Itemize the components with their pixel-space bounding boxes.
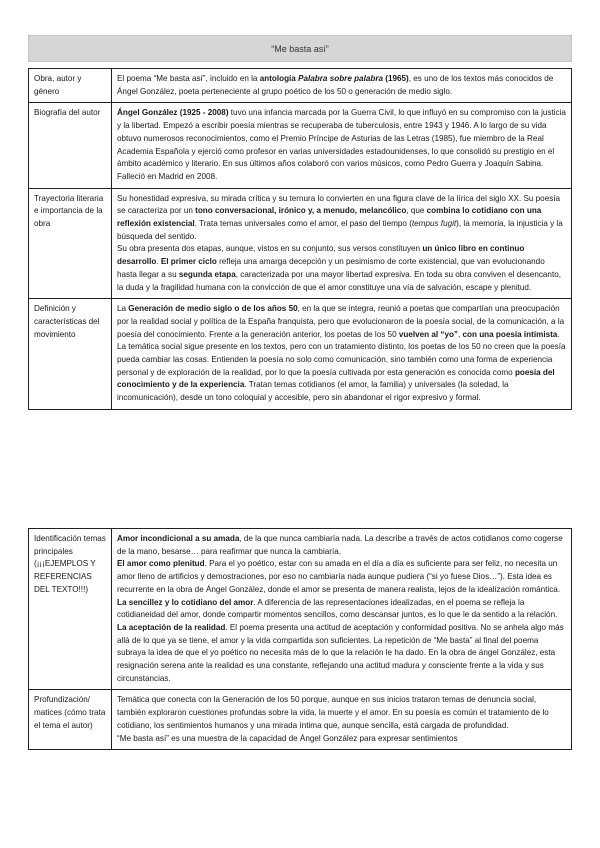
bold-text: tono conversacional, irónico y, a menudo, melancólico bbox=[195, 206, 407, 216]
bold-text: Generación de medio siglo o de los años 50 bbox=[128, 304, 298, 314]
text: . Tratan temas cotidianos (el amor, la familia) y universales (la soledad, la incomunicación), desde un tono coloquial y accesible, pero sin abandonar el rigor expresivo y formal. bbox=[117, 380, 509, 403]
row-label-definicion: Definición y características del movimiento bbox=[29, 299, 112, 410]
bold-text: El primer ciclo bbox=[160, 257, 217, 267]
text: Su honestidad expresiva, su mirada crítica y su ternura lo convierten en una figura clave de la lírica del siglo XX. Su poesía se caracteriza por un bbox=[117, 193, 561, 216]
paragraph bbox=[117, 243, 566, 294]
bold-text: antología bbox=[259, 74, 299, 83]
text: , es uno de los textos más conocidos de Ángel González, poeta perteneciente al grupo poético de los 50 o generación de medio siglo. bbox=[117, 74, 554, 96]
paragraph bbox=[117, 597, 566, 622]
worksheet-table-lower bbox=[28, 528, 572, 750]
text: . Trata temas universales como el amor, el paso del tiempo ( bbox=[194, 219, 412, 229]
bold-text: Amor incondicional a su amada bbox=[117, 534, 240, 543]
table-row-temas bbox=[29, 529, 572, 690]
text: , de la que nunca cambiaría nada. La describe a través de actos cotidianos como cogerse de la mano, besarse… para reafirmar que nunca la cambiaría. bbox=[117, 534, 563, 556]
text: . A diferencia de las representaciones idealizadas, en el poema se refleja la cotidianeidad del amor, donde compartir momentos sencillos, como descansar juntos, es lo que le da sentido a la relación. bbox=[117, 597, 558, 620]
table-row-definicion bbox=[29, 299, 572, 410]
text: ), la memoria, la injusticia y la búsqueda del sentido. bbox=[117, 219, 563, 241]
bold-text: segunda etapa bbox=[178, 269, 236, 279]
bold-text: con una poesía intimista bbox=[462, 329, 558, 339]
text: , que bbox=[406, 206, 427, 216]
text: , bbox=[458, 329, 463, 339]
bold-text: Ángel González (1925 - 2008) bbox=[117, 108, 229, 118]
paragraph bbox=[117, 193, 566, 244]
table-row-profundizacion bbox=[29, 690, 572, 750]
bold-text: La sencillez y lo cotidiano del amor bbox=[117, 597, 254, 607]
worksheet-table-upper bbox=[28, 68, 572, 410]
paragraph: Temática que conecta con la Generación de los 50 porque, aunque en sus inicios trataron temas de denuncia social, también exploraron cuestiones profundas sobre la vida, la muerte y el amor. En su poesía es común el tratamiento de lo cotidiano, los sentimientos humanos y una mirada íntima que, aunque sencilla, está cargada de profundidad. bbox=[117, 695, 549, 730]
row-content-bio bbox=[112, 103, 572, 188]
bold-text bbox=[298, 74, 383, 83]
text: , caracterizada por una mayor libertad expresiva. En toda su obra conviven el desencanto, la duda y la fragilidad humana con la convicción de que el amor constituye una vía de salvación, escape y plenitud. bbox=[117, 269, 561, 292]
text: . El poema presenta una actitud de aceptación y conformidad positiva. No se anhela algo más allá de lo que ya se tiene, el amor y la vida compartida son suficientes. La repetición de “Me basta” al final del poema subraya la idea de que el yo poético no necesita más de lo que la relación le ha dado. En la obra de ángel González, esta resignación serena ante la realidad es una constante, reflejando una actitud madura y consciente frente a la vida y sus circunstancias. bbox=[117, 622, 564, 683]
row-label-temas bbox=[29, 529, 112, 690]
row-label-note: (¡¡¡EJEMPLOS Y REFERENCIAS DEL TEXTO!!!) bbox=[34, 559, 96, 594]
text: tuvo una infancia marcada por la Guerra Civil, lo que influyó en su compromiso con la justicia y la libertad. Empezó a escribir poesía mientras se recuperaba de tuberculosis, entre 1943 y 1946. A lo largo de su vida obtuvo numerosos reconocimientos, como el Premio Príncipe de Asturias de las Letras (1985), fue miembro de la Real Academia Española y ejerció como profesor en varias universidades estadounidenses, lo que consolidó su prestigio en el ámbito académico y literario. En sus últimos años colaboró con varios músicos, como Pedro Guerra y Joaquín Sabina. Falleció en Madrid en 2008. bbox=[117, 108, 566, 181]
text: El poema “Me basta así”, incluido en la bbox=[117, 74, 260, 83]
italic-text: tempus fugit bbox=[411, 219, 457, 229]
bold-text: La aceptación de la realidad bbox=[117, 622, 226, 632]
bold-text: un único libro en continuo desarrollo bbox=[117, 244, 525, 267]
paragraph bbox=[117, 622, 566, 686]
text: Su obra presenta dos etapas, aunque, vistos en su conjunto, sus versos constituyen bbox=[117, 244, 423, 254]
paragraph bbox=[117, 558, 566, 596]
text: . La temática social sigue presente en los textos, pero con un tratamiento distinto, los poetas de los 50 no creen que la poesía pueda cambiar las cosas. Entienden la poesía no solo como comunicación, sino también como una forma de experiencia personal y de exploración de la realidad, por lo que la poesía cultivada por esta generación es conocida como bbox=[117, 329, 566, 377]
row-label-bio: Biografía del autor bbox=[29, 103, 112, 188]
row-content-trayectoria bbox=[112, 188, 572, 299]
row-content-temas bbox=[112, 529, 572, 690]
work-title: Palabra sobre palabra bbox=[298, 74, 383, 83]
text: , en la que se integra, reunió a poetas que compartían una preocupación por la realidad social y política de la España franquista, pero que evolucionaron de la poesía social, de la comunicación, a la poesía del conocimiento. Frente a la generación anterior, los poetas de los 50 bbox=[117, 304, 565, 339]
paragraph bbox=[117, 533, 566, 558]
bold-text: vuelven al “yo” bbox=[398, 329, 458, 339]
text: refleja una amarga decepción y un pesimismo de corte existencial, que van evolucionando hasta llegar a su bbox=[117, 257, 545, 279]
row-label-obra: Obra, autor y género bbox=[29, 69, 112, 103]
text: La bbox=[117, 304, 129, 314]
row-content-obra bbox=[112, 69, 572, 103]
text: . bbox=[156, 257, 161, 267]
text: . Para el yo poético, estar con su amada en el día a día es suficiente para ser feliz, no necesita un amor lleno de artificios y demostraciones, por eso no cambiaría nada aunque pudiera (“si yo fuese Dios…”). Esta idea es recurrente en la obra de Ángel González, donde el amor se presenta de manera realista, lejos de la idealización romántica. bbox=[117, 559, 561, 594]
bold-text: combina lo cotidiano con una reflexión existencial bbox=[117, 206, 542, 229]
row-label-text: Identificación temas principales bbox=[34, 534, 106, 556]
row-label-trayectoria: Trayectoria literaria e importancia de la obra bbox=[29, 188, 112, 299]
page-title: “Me basta así” bbox=[28, 35, 572, 62]
table-row-bio bbox=[29, 103, 572, 188]
bold-text: poesía del conocimiento y de la experiencia bbox=[117, 367, 555, 390]
table-row-trayectoria bbox=[29, 188, 572, 299]
row-label-profundizacion: Profundización/ matices (cómo trata el tema el autor) bbox=[29, 690, 112, 750]
paragraph: “Me basta así” es una muestra de la capacidad de Ángel González para expresar sentimientos bbox=[117, 733, 458, 743]
table-row-obra bbox=[29, 69, 572, 103]
row-content-profundizacion bbox=[112, 690, 572, 750]
row-content-definicion bbox=[112, 299, 572, 410]
bold-text: El amor como plenitud bbox=[117, 559, 205, 569]
bold-text: (1965) bbox=[383, 74, 409, 83]
